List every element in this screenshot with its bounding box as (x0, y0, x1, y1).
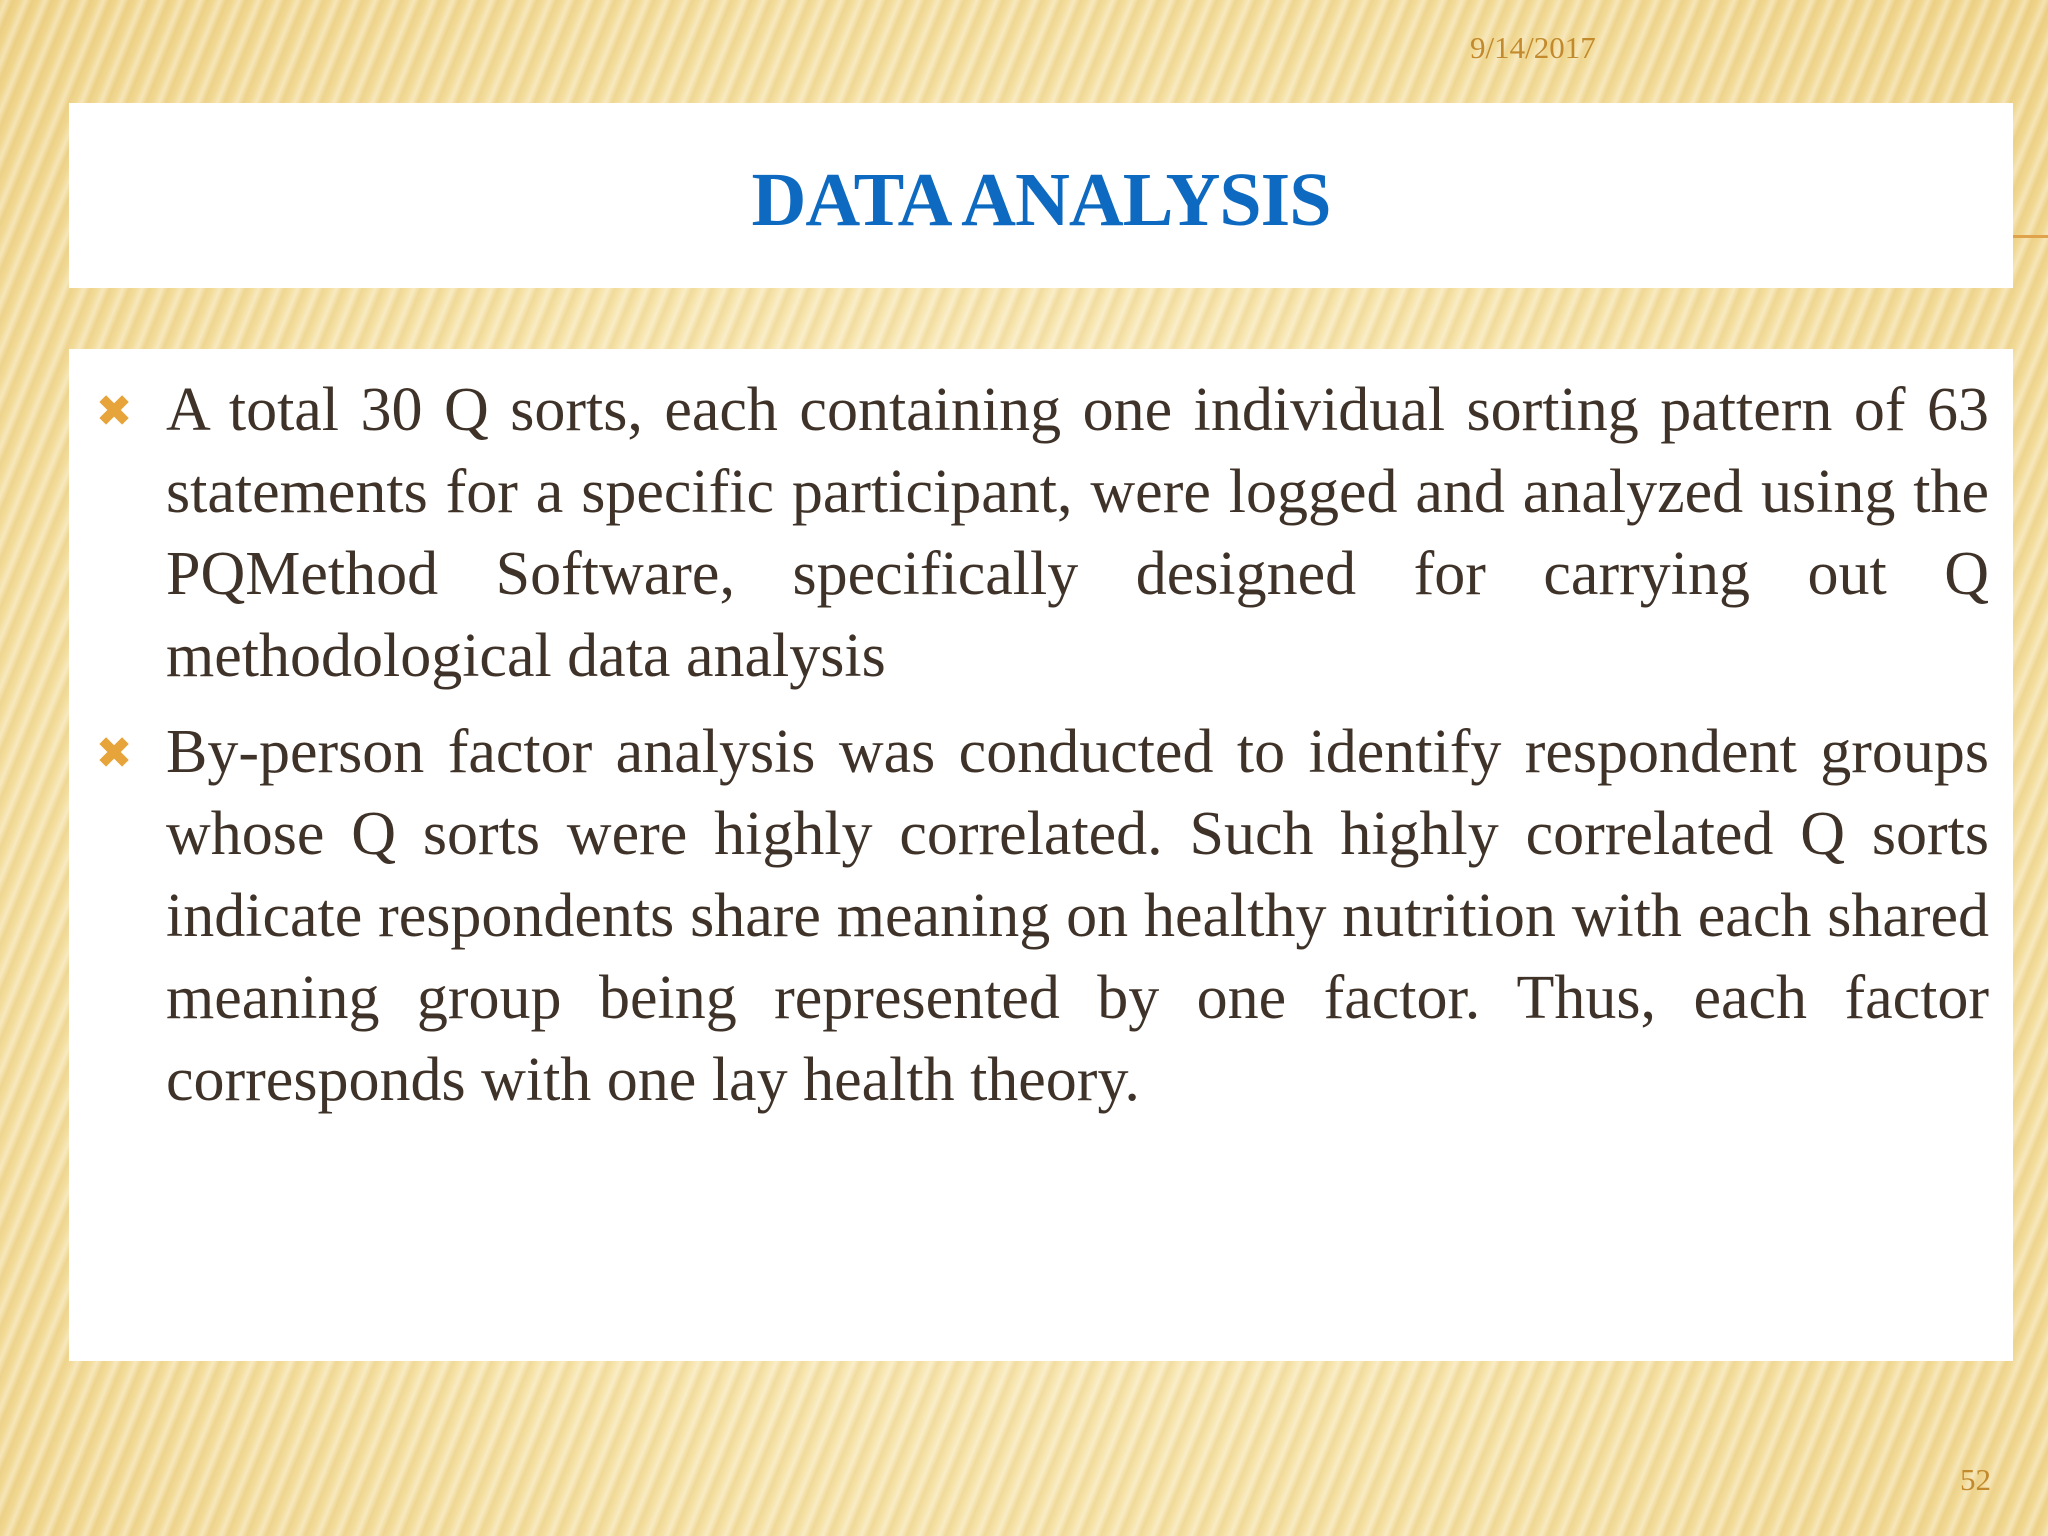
slide-date: 9/14/2017 (1470, 30, 1596, 65)
bullet-item (95, 711, 1989, 1121)
content-panel (69, 349, 2013, 1361)
cross-bullet-icon: ✖ (95, 728, 133, 779)
title-panel (69, 103, 2013, 288)
title-accent-line (2013, 235, 2048, 238)
bullet-list (95, 369, 1989, 1135)
bullet-item (95, 369, 1989, 697)
cross-bullet-icon: ✖ (95, 386, 133, 437)
bullet-text: By-person factor analysis was conducted to identify respondent groups whose Q sorts were highly correlated. Such highly correlated Q sorts indicate respondents share meaning on healthy nutrition with each shared meaning group being represented by one factor. Thus, each factor corresponds with one lay health theory. (166, 718, 1989, 1114)
slide-title: DATA ANALYSIS (751, 158, 1331, 242)
page-number: 52 (1960, 1462, 1991, 1497)
bullet-text: A total 30 Q sorts, each containing one individual sorting pattern of 63 statements for a specific participant, were logged and analyzed using the PQMethod Software, specifically designed for carrying out Q methodological data analysis (166, 376, 1989, 690)
